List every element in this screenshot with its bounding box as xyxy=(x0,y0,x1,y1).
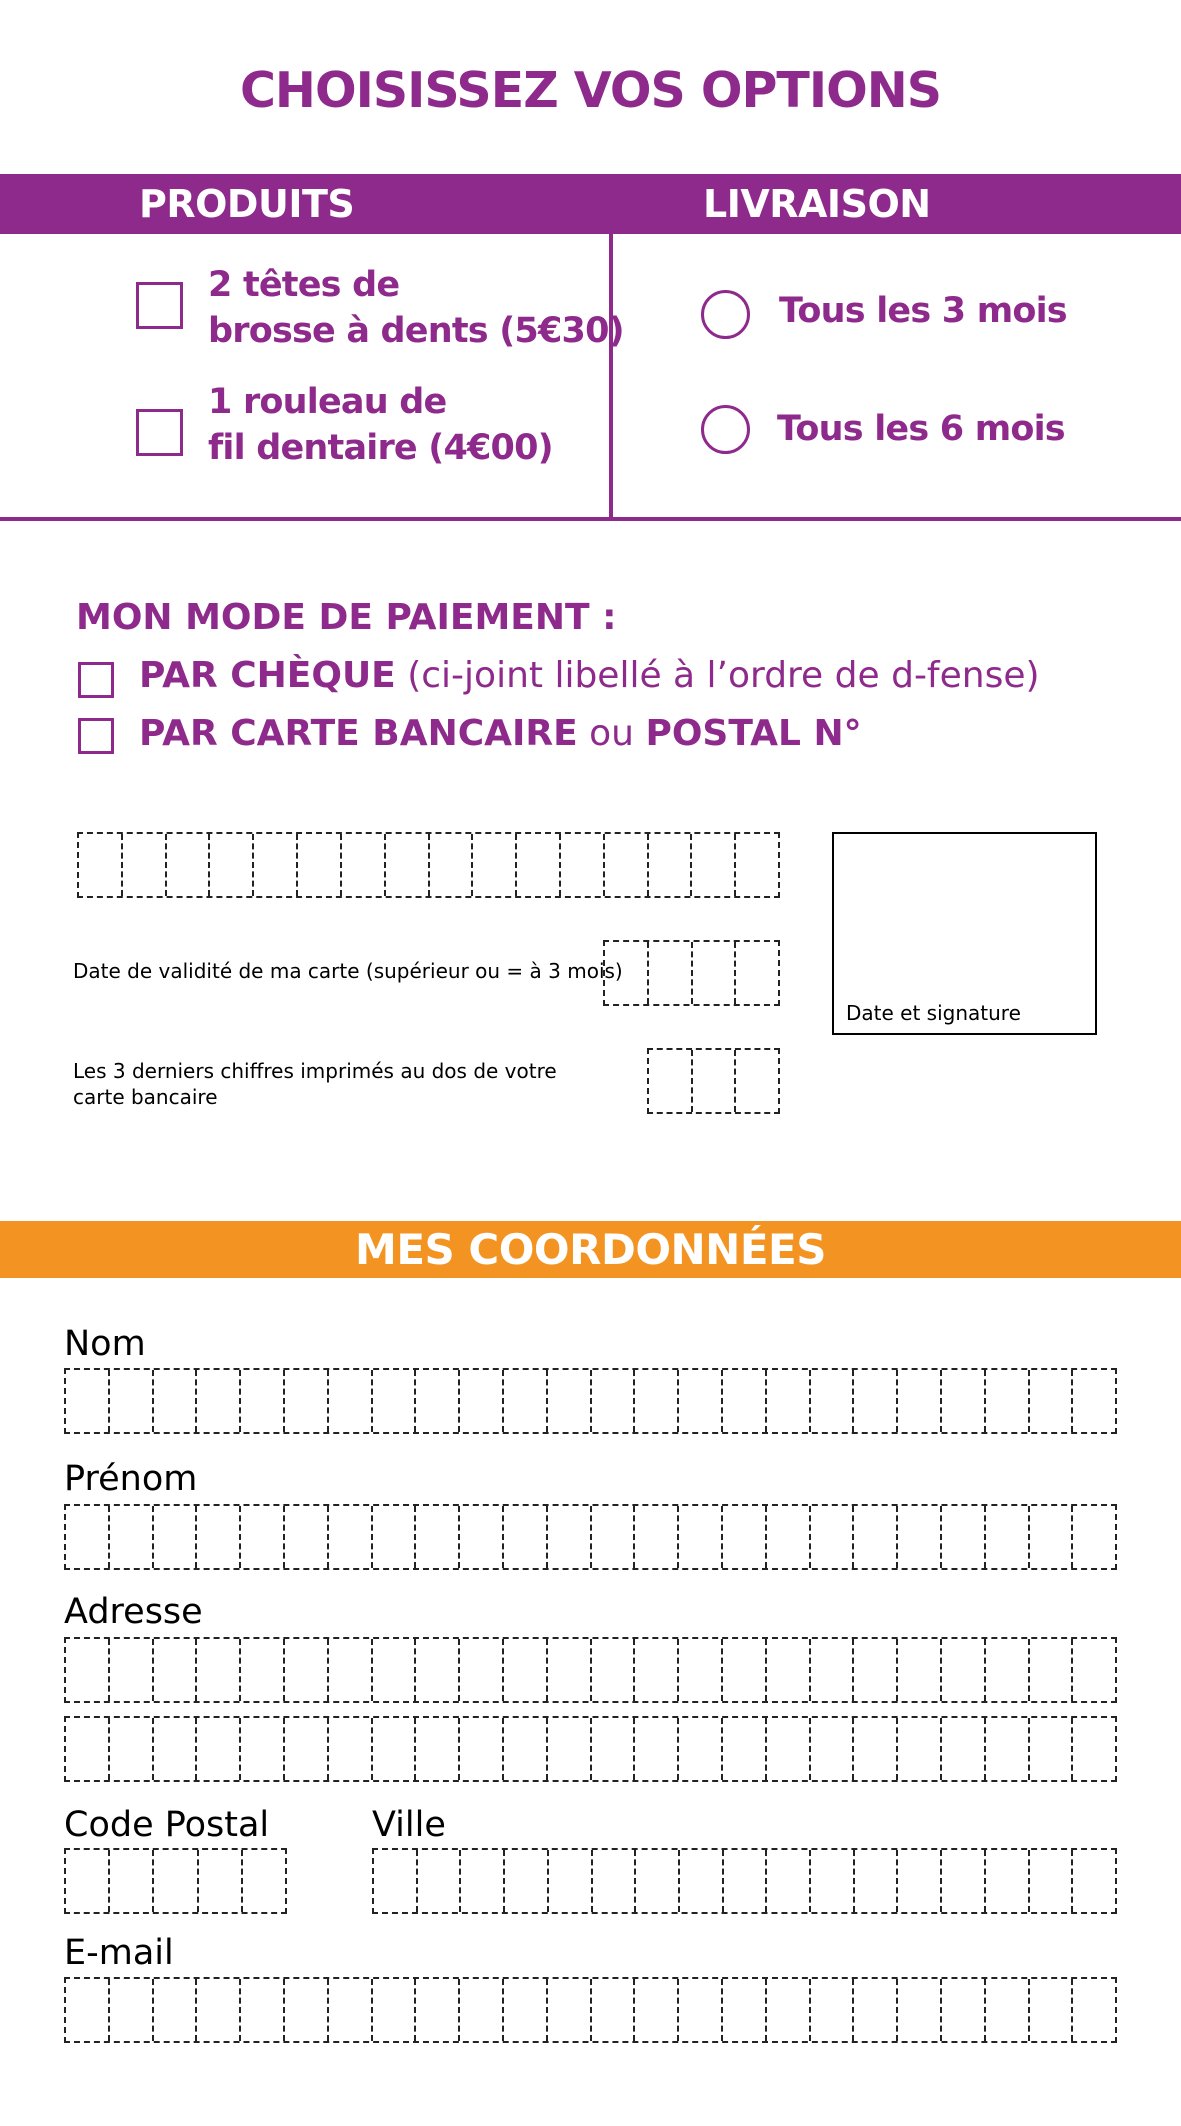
card-cvv-input[interactable] xyxy=(647,1048,780,1114)
ville-input[interactable] xyxy=(372,1848,1117,1914)
card-cvv-label: Les 3 derniers chiffres imprimés au dos de votre carte bancaire xyxy=(73,1059,557,1109)
product-floss-label: 1 rouleau de fil dentaire (4€00) xyxy=(208,382,553,468)
ville-label: Ville xyxy=(372,1805,446,1845)
delivery-6-months-label: Tous les 6 mois xyxy=(777,409,1065,449)
payment-title: MON MODE DE PAIEMENT : xyxy=(76,597,617,638)
nom-input[interactable] xyxy=(64,1368,1117,1434)
contact-header-bar xyxy=(0,1221,1181,1278)
card-number-input[interactable] xyxy=(77,832,780,898)
page-title: CHOISISSEZ VOS OPTIONS xyxy=(239,62,942,119)
prenom-label: Prénom xyxy=(64,1459,198,1499)
payment-card-label: PAR CARTE BANCAIRE ou POSTAL N° xyxy=(139,713,862,754)
card-validity-input[interactable] xyxy=(603,940,780,1006)
adresse-label: Adresse xyxy=(64,1592,203,1632)
adresse-input-line-1[interactable] xyxy=(64,1637,1117,1703)
payment-cheque-label: PAR CHÈQUE (ci-joint libellé à l’ordre de d-fense) xyxy=(139,655,1040,696)
prenom-input[interactable] xyxy=(64,1504,1117,1570)
payment-card-checkbox[interactable] xyxy=(78,718,114,754)
product-toothbrush-checkbox[interactable] xyxy=(136,282,183,329)
adresse-input-line-2[interactable] xyxy=(64,1716,1117,1782)
delivery-3-months-radio[interactable] xyxy=(701,290,750,339)
email-label: E-mail xyxy=(64,1933,174,1973)
product-toothbrush-label: 2 têtes de brosse à dents (5€30) xyxy=(208,265,624,351)
delivery-heading: LIVRAISON xyxy=(703,182,931,226)
delivery-6-months-radio[interactable] xyxy=(701,405,750,454)
payment-cheque-checkbox[interactable] xyxy=(78,662,114,698)
options-header-bar xyxy=(0,174,1181,234)
code-postal-input[interactable] xyxy=(64,1848,287,1914)
product-floss-checkbox[interactable] xyxy=(136,409,183,456)
code-postal-label: Code Postal xyxy=(64,1805,270,1845)
card-validity-label: Date de validité de ma carte (supérieur ou = à 3 mois) xyxy=(73,959,623,983)
email-input[interactable] xyxy=(64,1977,1117,2043)
options-bottom-rule xyxy=(0,517,1181,521)
products-heading: PRODUITS xyxy=(139,182,355,226)
delivery-3-months-label: Tous les 3 mois xyxy=(779,291,1067,331)
nom-label: Nom xyxy=(64,1324,146,1364)
contact-title: MES COORDONNÉES xyxy=(355,1225,826,1274)
signature-label: Date et signature xyxy=(846,1001,1021,1025)
signature-box[interactable] xyxy=(832,832,1097,1035)
